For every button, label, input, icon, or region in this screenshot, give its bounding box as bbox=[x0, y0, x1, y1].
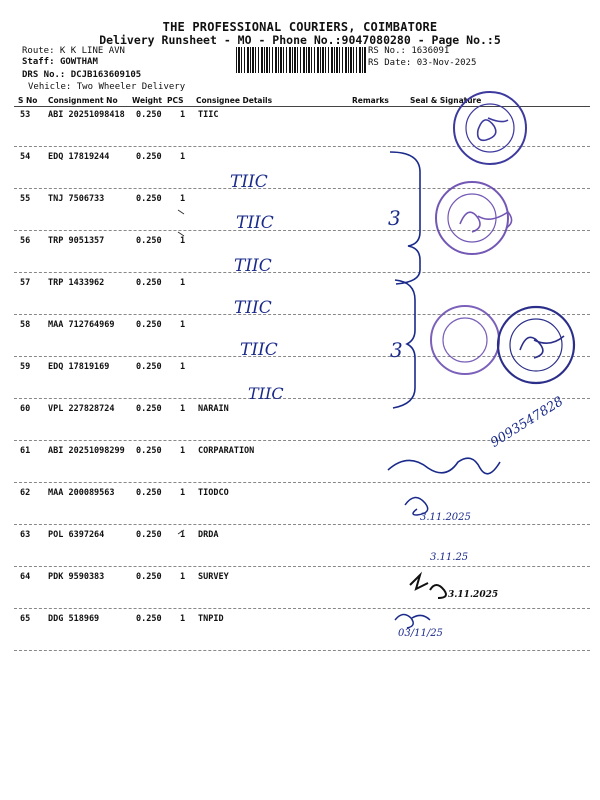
row-consignment-no: ABI 20251098299 bbox=[48, 446, 125, 456]
handwritten-tiic-1: TIIC bbox=[230, 172, 268, 192]
row-sno: 54 bbox=[20, 152, 31, 162]
row-sno: 65 bbox=[20, 614, 31, 624]
row-sno: 57 bbox=[20, 278, 31, 288]
row-sno: 55 bbox=[20, 194, 31, 204]
row-consignee: SURVEY bbox=[198, 572, 229, 582]
seal-stamp-middle bbox=[436, 182, 512, 254]
tick-mark bbox=[178, 210, 184, 534]
row-weight: 0.250 bbox=[136, 152, 162, 162]
row-weight: 0.250 bbox=[136, 320, 162, 330]
col-weight: Weight bbox=[132, 96, 162, 105]
row-sno: 59 bbox=[20, 362, 31, 372]
row-sno: 61 bbox=[20, 446, 31, 456]
seal-stamp-lower bbox=[431, 306, 499, 374]
row-pcs: 1 bbox=[180, 488, 186, 498]
row-sno: 63 bbox=[20, 530, 31, 540]
row-pcs: 1 bbox=[180, 572, 186, 582]
seal-stamp-top bbox=[454, 92, 526, 164]
staff-name: GOWTHAM bbox=[59, 57, 98, 67]
col-consignment: Consignment No bbox=[48, 96, 118, 105]
row-consignment-no: EDQ 17819244 bbox=[48, 152, 110, 162]
row-consignee: CORPARATION bbox=[198, 446, 255, 456]
row-pcs: 1 bbox=[180, 446, 186, 456]
seal-stamp-right bbox=[498, 307, 574, 383]
row-pcs: 1 bbox=[180, 362, 186, 372]
handwritten-count-1: 3 bbox=[388, 206, 401, 230]
row-consignment-no: VPL 227828724 bbox=[48, 404, 115, 414]
row-sno: 56 bbox=[20, 236, 31, 246]
row-weight: 0.250 bbox=[136, 530, 162, 540]
handwritten-tiic-5: TIIC bbox=[240, 340, 278, 360]
company-title: THE PROFESSIONAL COURIERS, COIMBATORE bbox=[162, 20, 438, 34]
handwritten-tiic-4: TIIC bbox=[234, 298, 272, 318]
signature-scribble-3 bbox=[410, 575, 446, 598]
rs-number: RS No.: 1636091 bbox=[368, 46, 450, 56]
handwritten-date-4: 03/11/25 bbox=[398, 628, 443, 639]
drs-number: DRS No.: DCJB163609105 bbox=[22, 70, 142, 80]
handwritten-phone: 9093547828 bbox=[488, 394, 567, 451]
col-seal: Seal & Signature bbox=[410, 96, 482, 105]
row-sno: 53 bbox=[20, 110, 31, 120]
row-pcs: 1 bbox=[180, 530, 186, 540]
row-weight: 0.250 bbox=[136, 236, 162, 246]
handwritten-date-1: 3.11.2025 bbox=[420, 512, 471, 523]
row-consignment-no: DDG 518969 bbox=[48, 614, 100, 624]
row-consignment-no: EDQ 17819169 bbox=[48, 362, 110, 372]
col-sno: S No bbox=[18, 96, 38, 105]
staff-label: Staff: bbox=[22, 57, 55, 67]
route-text: Route: K K LINE AVN bbox=[22, 46, 125, 56]
handwritten-date-2: 3.11.25 bbox=[430, 552, 469, 563]
row-consignment-no: MAA 712764969 bbox=[48, 320, 115, 330]
row-weight: 0.250 bbox=[136, 404, 162, 414]
row-sno: 64 bbox=[20, 572, 31, 582]
handwritten-count-2: 3 bbox=[390, 338, 403, 362]
row-sno: 58 bbox=[20, 320, 31, 330]
row-weight: 0.250 bbox=[136, 614, 162, 624]
row-pcs: 1 bbox=[180, 110, 186, 120]
row-consignee: TIODCO bbox=[198, 488, 229, 498]
row-pcs: 1 bbox=[180, 236, 186, 246]
row-pcs: 1 bbox=[180, 404, 186, 414]
row-consignment-no: ABI 20251098418 bbox=[48, 110, 125, 120]
row-consignment-no: MAA 200089563 bbox=[48, 488, 115, 498]
vehicle-text: Vehicle: Two Wheeler Delivery bbox=[28, 82, 186, 92]
col-consignee: Consignee Details bbox=[196, 96, 273, 105]
row-consignee: TNPID bbox=[198, 614, 224, 624]
row-consignment-no: TRP 1433962 bbox=[48, 278, 105, 288]
handwritten-tiic-2: TIIC bbox=[236, 213, 274, 233]
rs-date: RS Date: 03-Nov-2025 bbox=[368, 58, 477, 68]
row-weight: 0.250 bbox=[136, 572, 162, 582]
row-sno: 60 bbox=[20, 404, 31, 414]
row-pcs: 1 bbox=[180, 194, 186, 204]
row-consignment-no: TNJ 7506733 bbox=[48, 194, 105, 204]
row-consignment-no: PDK 9590383 bbox=[48, 572, 105, 582]
row-weight: 0.250 bbox=[136, 110, 162, 120]
signature-scribble-1 bbox=[388, 458, 500, 474]
row-consignment-no: TRP 9051357 bbox=[48, 236, 105, 246]
handwritten-date-3: 3.11.2025 bbox=[448, 590, 499, 600]
row-pcs: 1 bbox=[180, 320, 186, 330]
row-pcs: 1 bbox=[180, 614, 186, 624]
row-consignee: DRDA bbox=[198, 530, 219, 540]
row-consignee: TIIC bbox=[198, 110, 219, 120]
runsheet-subtitle: Delivery Runsheet - MO - Phone No.:9047080280 - Page No.:5 bbox=[99, 33, 501, 47]
row-sno: 62 bbox=[20, 488, 31, 498]
handwritten-tiic-6: TIIC bbox=[248, 384, 284, 403]
col-pcs: PCS bbox=[167, 96, 184, 105]
row-weight: 0.250 bbox=[136, 362, 162, 372]
row-weight: 0.250 bbox=[136, 446, 162, 456]
row-consignee: NARAIN bbox=[198, 404, 229, 414]
row-pcs: 1 bbox=[180, 152, 186, 162]
row-weight: 0.250 bbox=[136, 278, 162, 288]
row-consignment-no: POL 6397264 bbox=[48, 530, 105, 540]
row-weight: 0.250 bbox=[136, 488, 162, 498]
col-remarks: Remarks bbox=[352, 96, 389, 105]
signature-scribble-4 bbox=[395, 614, 430, 628]
row-weight: 0.250 bbox=[136, 194, 162, 204]
handwritten-tiic-3: TIIC bbox=[234, 256, 272, 276]
row-pcs: 1 bbox=[180, 278, 186, 288]
